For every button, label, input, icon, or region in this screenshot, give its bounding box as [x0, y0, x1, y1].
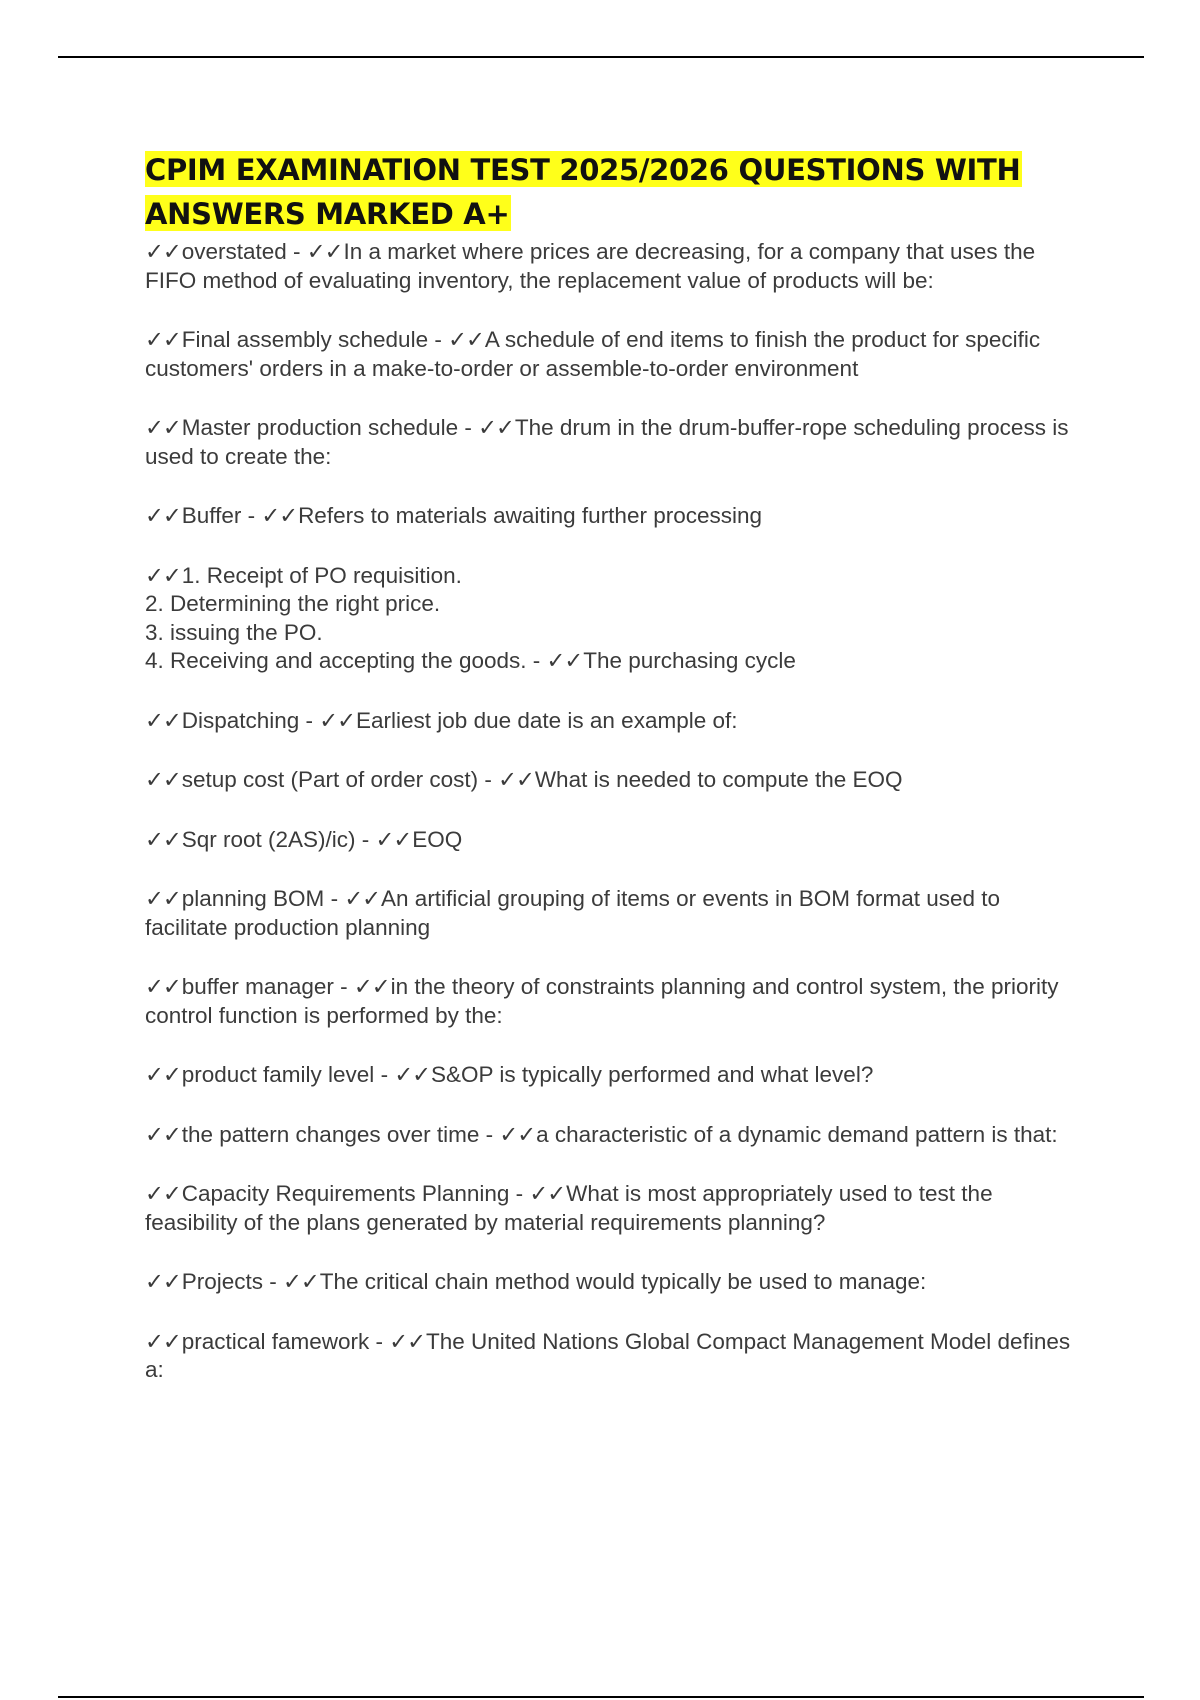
qa-entry-10: ✓✓buffer manager - ✓✓in the theory of constraints planning and control system, the priority control function is performed by the:: [145, 974, 1059, 1028]
check-mark-icon: ✓✓: [145, 503, 181, 528]
check-mark-icon: ✓✓: [145, 707, 181, 733]
check-mark-icon: ✓✓: [145, 974, 181, 999]
answer-line-3: 3. issuing the PO.: [145, 619, 323, 645]
question-text: a characteristic of a dynamic demand pattern is that:: [536, 1121, 1058, 1147]
check-mark-icon: ✓✓: [319, 707, 356, 733]
answer-text: planning BOM: [181, 886, 325, 911]
question-text: The United Nations Global Compact Management Model defines a:: [145, 1328, 1071, 1382]
document-body: [145, 148, 1085, 1416]
qa-entry-5: [145, 562, 1085, 676]
answer-text: Dispatching: [181, 707, 300, 733]
qa-entry-8: ✓✓Sqr root (2AS)/ic) - ✓✓EOQ: [145, 826, 463, 852]
question-text: A schedule of end items to finish the product for specific customers' orders in a make-to-order or assemble-to-order environment: [145, 327, 1041, 381]
check-mark-icon: ✓✓: [375, 826, 412, 852]
check-mark-icon: ✓✓: [306, 239, 343, 264]
answer-text: Projects: [181, 1269, 263, 1294]
check-mark-icon: ✓✓: [145, 1269, 181, 1294]
qa-entry-11: ✓✓product family level - ✓✓S&OP is typically performed and what level?: [145, 1062, 874, 1087]
answer-text: Master production schedule: [181, 415, 459, 440]
check-mark-icon: ✓✓: [283, 1269, 319, 1294]
question-text: The critical chain method would typically be used to manage:: [319, 1269, 927, 1294]
check-mark-icon: ✓✓: [448, 327, 484, 352]
check-mark-icon: ✓✓: [394, 1062, 431, 1087]
qa-entry-4: ✓✓Buffer - ✓✓Refers to materials awaiting further processing: [145, 503, 763, 528]
check-mark-icon: ✓✓: [145, 767, 181, 792]
highlighted-title-text: CPIM EXAMINATION TEST 2025/2026 QUESTIONS WITH ANSWERS MARKED A+: [145, 153, 1021, 231]
check-mark-icon: ✓✓: [344, 886, 381, 911]
answer-text: Final assembly schedule: [181, 327, 429, 352]
qa-entry-6: ✓✓Dispatching - ✓✓Earliest job due date is an example of:: [145, 707, 738, 733]
check-mark-icon: ✓✓: [145, 1121, 181, 1147]
question-text: In a market where prices are decreasing, for a company that uses the FIFO method of evaluating inventory, the replacement value of products will be:: [145, 239, 1036, 293]
answer-line-4: 4. Receiving and accepting the goods. - ✓✓The purchasing cycle: [145, 648, 796, 673]
answer-text: overstated: [181, 239, 287, 264]
document-title: [145, 148, 1085, 236]
qa-entry-14: ✓✓Projects - ✓✓The critical chain method would typically be used to manage:: [145, 1269, 927, 1294]
check-mark-icon: ✓✓: [529, 1181, 566, 1206]
check-mark-icon: ✓✓: [353, 974, 390, 999]
check-mark-icon: ✓✓: [261, 503, 298, 528]
question-text: What is needed to compute the EOQ: [534, 767, 903, 792]
answer-text: the pattern changes over time: [181, 1121, 480, 1147]
answer-text: Sqr root (2AS)/ic): [181, 826, 356, 852]
check-mark-icon: ✓✓: [145, 1062, 181, 1087]
check-mark-icon: ✓✓: [499, 1121, 536, 1147]
answer-text: practical famework: [181, 1328, 370, 1354]
question-text: in the theory of constraints planning and control system, the priority control function is performed by the:: [145, 974, 1059, 1028]
qa-entry-15: ✓✓practical famework - ✓✓The United Nations Global Compact Management Model defines a:: [145, 1328, 1071, 1382]
qa-entry-2: ✓✓Final assembly schedule - ✓✓A schedule of end items to finish the product for specific customers' orders in a make-to-order or assemble-to-order environment: [145, 327, 1041, 381]
qa-entry-7: ✓✓setup cost (Part of order cost) - ✓✓What is needed to compute the EOQ: [145, 767, 903, 792]
question-text: EOQ: [412, 826, 463, 852]
check-mark-icon: ✓✓: [145, 239, 181, 264]
answer-line-1: ✓✓1. Receipt of PO requisition.: [145, 562, 462, 588]
qa-entry-1: ✓✓overstated - ✓✓In a market where prices are decreasing, for a company that uses the FIFO method of evaluating inventory, the replacement value of products will be:: [145, 239, 1036, 293]
answer-text: Capacity Requirements Planning: [181, 1181, 510, 1206]
qa-entry-9: ✓✓planning BOM - ✓✓An artificial grouping of items or events in BOM format used to facilitate production planning: [145, 886, 1001, 940]
check-mark-icon: ✓✓: [145, 1181, 181, 1206]
check-mark-icon: ✓✓: [145, 886, 181, 911]
question-text: What is most appropriately used to test the feasibility of the plans generated by material requirements planning?: [145, 1181, 993, 1235]
check-mark-icon: ✓✓: [478, 415, 514, 440]
check-mark-icon: ✓✓: [145, 327, 181, 352]
qa-entry-12: ✓✓the pattern changes over time - ✓✓a characteristic of a dynamic demand pattern is that:: [145, 1121, 1058, 1147]
check-mark-icon: ✓✓: [145, 826, 181, 852]
check-mark-icon: ✓✓: [145, 562, 181, 588]
qa-entry-13: ✓✓Capacity Requirements Planning - ✓✓What is most appropriately used to test the feasibility of the plans generated by material requirements planning?: [145, 1181, 993, 1235]
check-mark-icon: ✓✓: [546, 648, 583, 673]
check-mark-icon: ✓✓: [498, 767, 534, 792]
question-text: An artificial grouping of items or events in BOM format used to facilitate production planning: [145, 886, 1001, 940]
qa-entry-3: ✓✓Master production schedule - ✓✓The drum in the drum-buffer-rope scheduling process is used to create the:: [145, 415, 1069, 469]
header-rule: [58, 56, 1144, 58]
question-text: Earliest job due date is an example of:: [356, 707, 738, 733]
check-mark-icon: ✓✓: [389, 1328, 425, 1354]
check-mark-icon: ✓✓: [145, 1328, 181, 1354]
question-text: S&OP is typically performed and what level?: [431, 1062, 874, 1087]
question-text: The drum in the drum-buffer-rope scheduling process is used to create the:: [145, 415, 1069, 469]
answer-line-2: 2. Determining the right price.: [145, 591, 441, 616]
answer-text: buffer manager: [181, 974, 334, 999]
answer-text: product family level: [181, 1062, 375, 1087]
answer-text: Buffer: [181, 503, 242, 528]
check-mark-icon: ✓✓: [145, 415, 181, 440]
answer-text: setup cost (Part of order cost): [181, 767, 479, 792]
question-text: The purchasing cycle: [583, 648, 796, 673]
footer-rule: [58, 1696, 1144, 1698]
question-text: Refers to materials awaiting further processing: [298, 503, 763, 528]
